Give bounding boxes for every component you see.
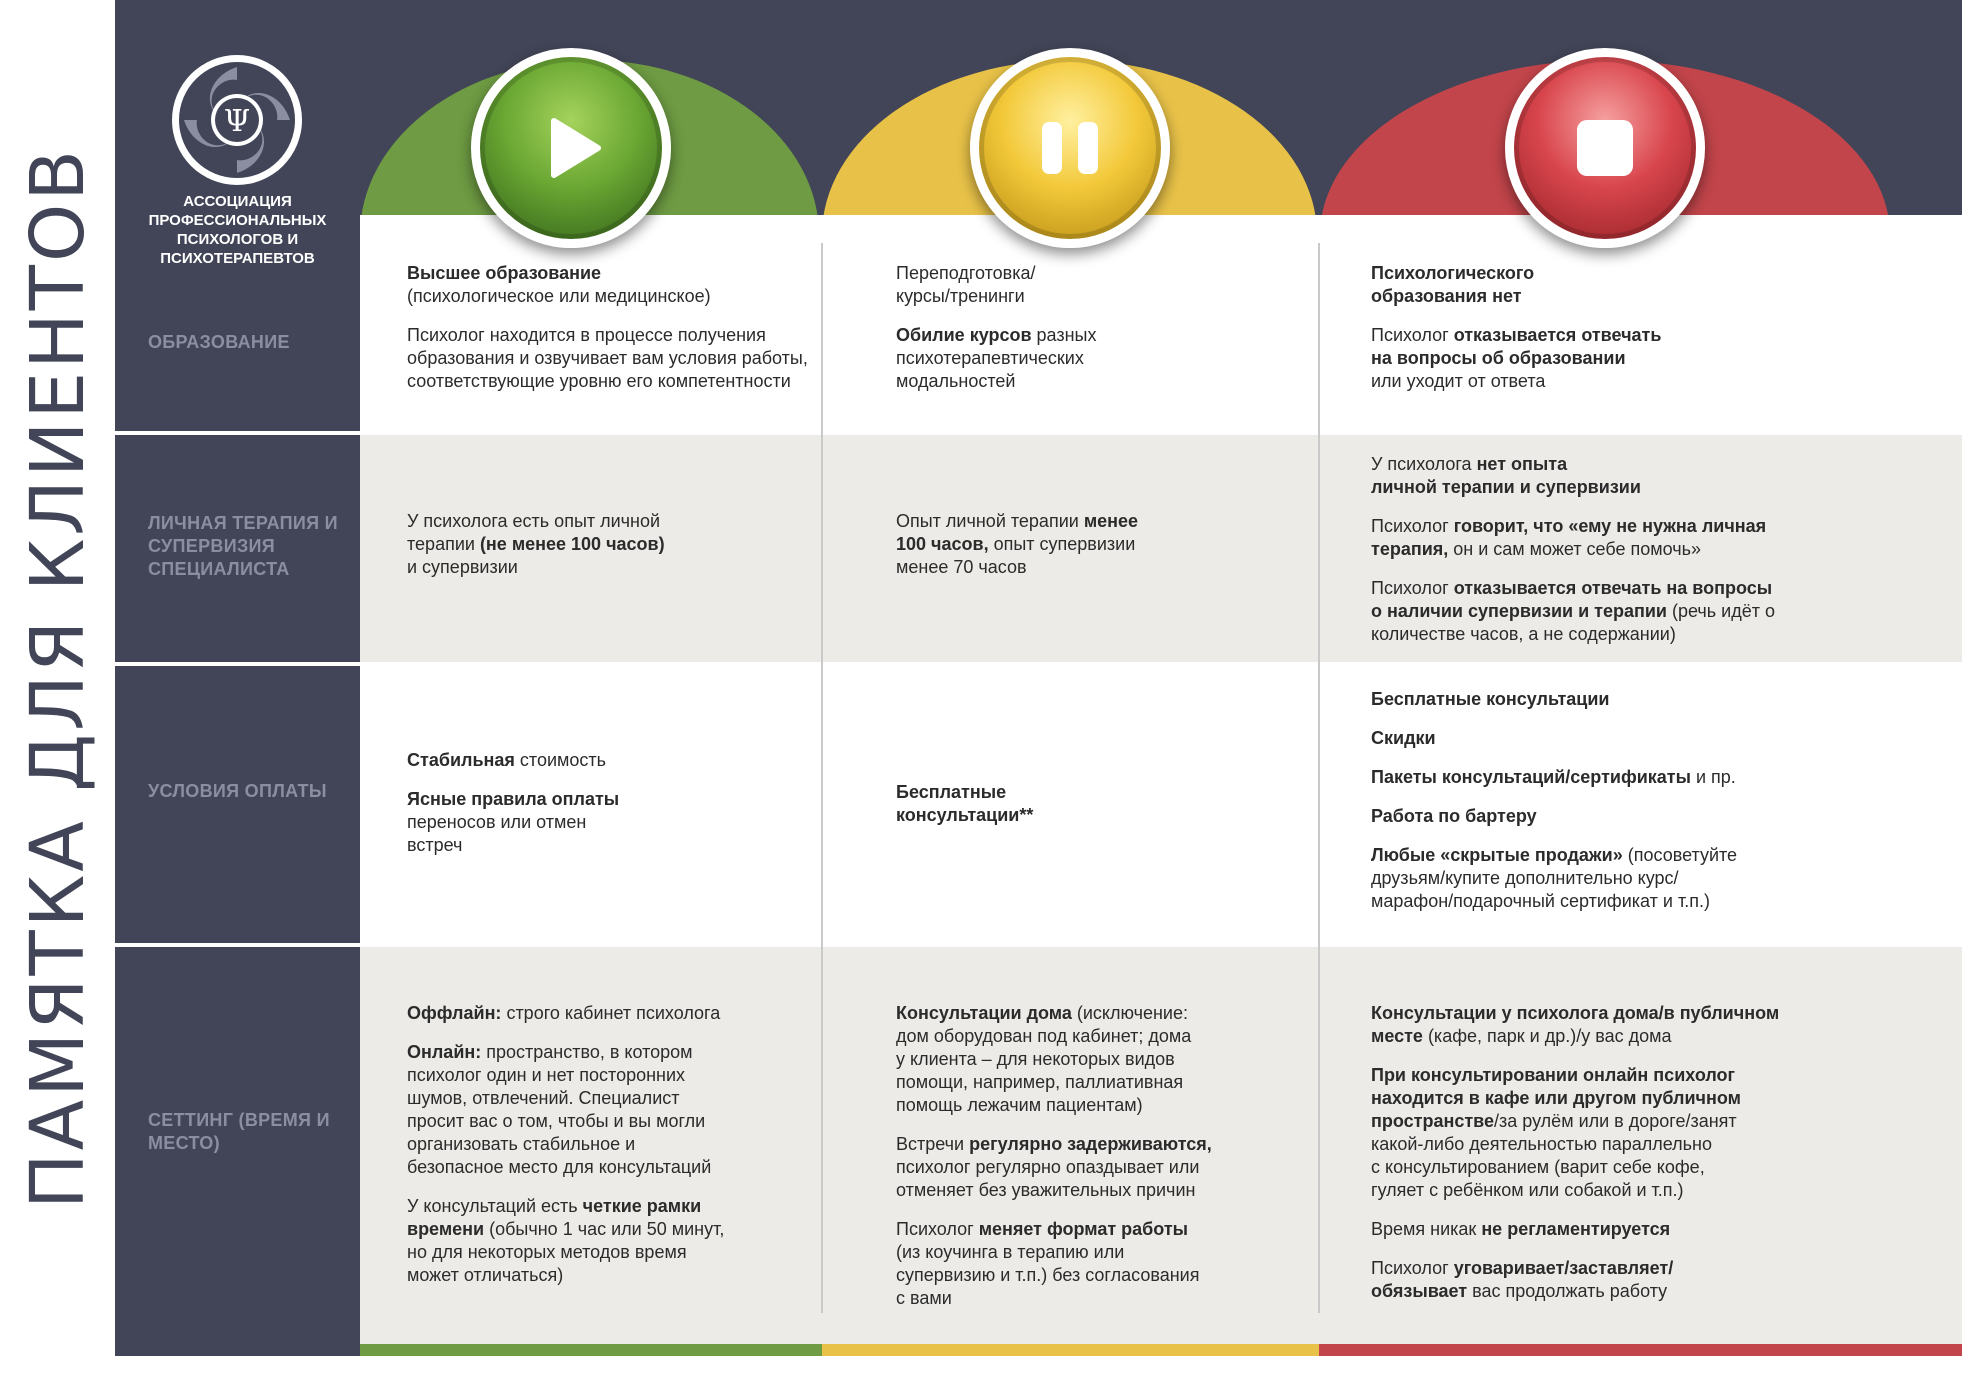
row-divider: [115, 662, 1962, 666]
bold-text: менее 100 часов,: [896, 511, 1139, 554]
text: (кафе, парк и др.)/у вас дома: [1422, 1026, 1672, 1046]
bold-text: Консультации у психолога дома/в публичном месте: [1371, 1003, 1780, 1046]
footer-stripe-yellow: [822, 1344, 1319, 1356]
text: и пр.: [1690, 767, 1736, 787]
column-divider: [821, 243, 823, 1313]
cell-education-green: [407, 262, 812, 393]
text: (речь идёт о количестве часов, а не содержании): [1371, 601, 1775, 644]
text: Встречи: [896, 1134, 970, 1154]
bold-text: говорит, что «ему не нужна личная терапия,: [1371, 516, 1767, 559]
cell-paragraph: [896, 1002, 1291, 1117]
text: (психологическое или медицинское): [407, 286, 711, 306]
cell-paragraph: [1371, 766, 1851, 789]
text: или уходит от ответа: [1371, 371, 1546, 391]
text: Психолог: [1371, 1258, 1454, 1278]
cell-paragraph: [896, 324, 1291, 393]
bold-text: нет опыта личной терапии и супервизии: [1371, 454, 1641, 497]
footer-stripe-green: [360, 1344, 822, 1356]
text: У психолога: [1371, 454, 1477, 474]
bold-text: меняет формат работы: [978, 1219, 1189, 1239]
text: он и сам может себе помочь»: [1448, 539, 1702, 559]
bold-text: Онлайн:: [407, 1042, 482, 1062]
bold-text: Обилие курсов: [896, 325, 1032, 345]
text: (посоветуйте друзьям/купите дополнительно курс/ марафон/подарочный сертификат и т.п.): [1371, 845, 1738, 911]
cell-setting-red: [1371, 1002, 1851, 1303]
cell-paragraph: [1371, 1002, 1851, 1048]
cell-paragraph: [407, 749, 812, 772]
text: Психолог: [896, 1219, 979, 1239]
bold-text: не регламентируется: [1481, 1219, 1671, 1239]
organization-name: АССОЦИАЦИЯ ПРОФЕССИОНАЛЬНЫХ ПСИХОЛОГОВ И ПСИХОТЕРАПЕВТОВ: [148, 193, 327, 267]
bold-text: Пакеты консультаций/сертификаты: [1371, 767, 1691, 787]
cell-paragraph: [896, 262, 1291, 308]
stop-button: [1505, 48, 1705, 248]
text: разных психотерапевтических модальностей: [896, 325, 1097, 391]
row-label-payment: УСЛОВИЯ ОПЛАТЫ: [148, 781, 327, 801]
text: стоимость: [514, 750, 607, 770]
text: и супервизии: [407, 557, 518, 577]
cell-paragraph: [1371, 1064, 1851, 1202]
psi-glyph: Ψ: [223, 104, 251, 139]
cell-paragraph: [1371, 262, 1851, 308]
cell-paragraph: [1371, 688, 1851, 711]
text: У консультаций есть: [407, 1196, 583, 1216]
cell-payment-red: [1371, 688, 1851, 913]
cell-paragraph: [407, 262, 812, 308]
cell-therapy-red: [1371, 453, 1851, 646]
stop-icon: [1575, 118, 1635, 178]
cell-paragraph: [407, 1041, 812, 1179]
text: /за рулём или в дороге/занят какой-либо деятельностью параллельно с консультированием (варит себе кофе, гуляет с ребёнком или собакой и т.п.): [1371, 1111, 1737, 1200]
text: переносов или отмен встреч: [407, 812, 587, 855]
cell-paragraph: [896, 510, 1291, 579]
bold-text: Психологического образования нет: [1371, 263, 1535, 306]
text: строго кабинет психолога: [501, 1003, 721, 1023]
bold-text: четкие рамки времени: [407, 1196, 702, 1239]
cell-paragraph: [1371, 515, 1851, 561]
cell-paragraph: [1371, 453, 1851, 499]
bold-text: отказывается отвечать на вопросы об образовании: [1371, 325, 1662, 368]
cell-paragraph: [1371, 324, 1851, 393]
cell-setting-yellow: [896, 1002, 1291, 1310]
row-divider: [115, 943, 1962, 947]
cell-paragraph: [407, 324, 812, 393]
bold-text: Высшее образование: [407, 263, 602, 283]
text: Психолог находится в процессе получения образования и озвучивает вам условия работы, соответствующие уровню его компетентности: [407, 325, 808, 391]
cell-education-red: [1371, 262, 1851, 393]
cell-paragraph: [1371, 844, 1851, 913]
text: Психолог: [1371, 578, 1454, 598]
bold-text: регулярно задерживаются,: [969, 1134, 1212, 1154]
text: Опыт личной терапии: [896, 511, 1084, 531]
cell-payment-yellow: [896, 781, 1291, 827]
cell-paragraph: [896, 1218, 1291, 1310]
row-label-education: ОБРАЗОВАНИЕ: [148, 332, 290, 352]
play-icon: [536, 113, 606, 183]
cell-paragraph: [407, 1002, 812, 1025]
play-button: [471, 48, 671, 248]
column-divider: [1318, 243, 1320, 1313]
cell-education-yellow: [896, 262, 1291, 393]
bold-text: Ясные правила оплаты: [407, 789, 620, 809]
bold-text: Стабильная: [407, 750, 515, 770]
text: опыт супервизии менее 70 часов: [896, 534, 1136, 577]
bold-text: Консультации дома: [896, 1003, 1072, 1023]
cell-paragraph: [407, 788, 812, 857]
text: психолог регулярно опаздывает или отменяет без уважительных причин: [896, 1157, 1200, 1200]
text: Переподготовка/ курсы/тренинги: [896, 263, 1036, 306]
bold-text: При консультировании онлайн психолог находится в кафе или другом публичном пространстве: [1371, 1065, 1741, 1131]
bold-text: Бесплатные консультации: [1371, 689, 1610, 709]
cell-paragraph: [407, 1195, 812, 1287]
bold-text: Любые «скрытые продажи»: [1371, 845, 1623, 865]
row-label-setting: СЕТТИНГ (ВРЕМЯ И МЕСТО): [148, 1110, 330, 1153]
row-divider: [115, 431, 1962, 435]
cell-paragraph: [1371, 1218, 1851, 1241]
bold-text: отказывается отвечать на вопросы о наличии супервизии и терапии: [1371, 578, 1773, 621]
page-title: ПАМЯТКА ДЛЯ КЛИЕНТОВ: [14, 147, 101, 1209]
row-label-therapy: ЛИЧНАЯ ТЕРАПИЯ И СУПЕРВИЗИЯ СПЕЦИАЛИСТА: [148, 513, 338, 579]
cell-payment-green: [407, 749, 812, 857]
pause-icon: [1038, 116, 1102, 180]
text: (исключение: дом оборудован под кабинет; дома у клиента – для некоторых видов помощи, например, паллиативная помощь лежачим пациентам): [896, 1003, 1192, 1115]
text: вас продолжать работу: [1467, 1281, 1668, 1301]
association-logo: [172, 55, 302, 185]
cell-paragraph: [1371, 805, 1851, 828]
text: (из коучинга в терапию или супервизию и т.п.) без согласования с вами: [896, 1242, 1200, 1308]
bold-text: Бесплатные консультации**: [896, 782, 1034, 825]
cell-paragraph: [1371, 1257, 1851, 1303]
bold-text: Скидки: [1371, 728, 1436, 748]
cell-paragraph: [896, 1133, 1291, 1202]
cell-paragraph: [1371, 727, 1851, 750]
cell-therapy-yellow: [896, 510, 1291, 579]
cell-paragraph: [1371, 577, 1851, 646]
bold-text: уговаривает/заставляет/ обязывает: [1371, 1258, 1674, 1301]
text: пространство, в котором психолог один и нет посторонних шумов, отвлечений. Специалист просит вас о том, чтобы и вы могли организовать стабильное и безопасное место для консультаций: [407, 1042, 712, 1177]
text: (обычно 1 час или 50 минут, но для некоторых методов время может отличаться): [407, 1219, 725, 1285]
cell-paragraph: [896, 781, 1291, 827]
bold-text: Оффлайн:: [407, 1003, 502, 1023]
bold-text: (не менее 100 часов): [479, 534, 665, 554]
bold-text: Работа по бартеру: [1371, 806, 1537, 826]
text: Психолог: [1371, 325, 1454, 345]
text: У психолога есть опыт личной терапии: [407, 511, 661, 554]
footer-stripe-red: [1319, 1344, 1962, 1356]
pause-button: [970, 48, 1170, 248]
cell-setting-green: [407, 1002, 812, 1287]
text: Психолог: [1371, 516, 1454, 536]
cell-paragraph: [407, 510, 812, 579]
text: Время никак: [1371, 1219, 1482, 1239]
cell-therapy-green: [407, 510, 812, 579]
